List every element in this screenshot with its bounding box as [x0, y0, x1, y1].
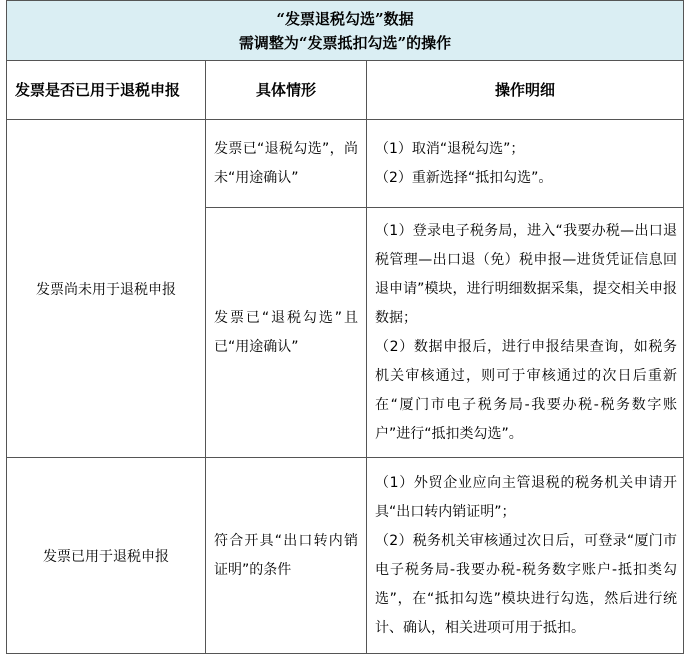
table-row — [7, 458, 684, 654]
refund-selection-table — [6, 0, 684, 654]
header-used-for-refund: 发票是否已用于退税申报 — [7, 61, 206, 120]
detail-step: （1）外贸企业应向主管退税的税务机关申请开具“出口转内销证明”； — [375, 474, 678, 520]
case-cell: 发票已“退税勾选”，尚未“用途确认” — [206, 120, 367, 208]
detail-cell — [367, 458, 684, 654]
case-cell: 发票已“退税勾选”且已“用途确认” — [206, 208, 367, 458]
group-label-not-declared: 发票尚未用于退税申报 — [7, 120, 206, 458]
detail-cell — [367, 208, 684, 458]
detail-step: （2）数据申报后，进行申报结果查询，如税务机关审核通过，则可于审核通过的次日后重新在“厦门市电子税务局-我要办税-税务数字账户”进行“抵扣类勾选”。 — [375, 338, 678, 442]
title-line-1: “发票退税勾选”数据 — [276, 9, 414, 28]
table-row — [7, 120, 684, 208]
title-line-2: 需调整为“发票抵扣勾选”的操作 — [238, 33, 452, 52]
table-header-row — [7, 61, 684, 120]
table-title-row — [7, 1, 684, 61]
detail-cell — [367, 120, 684, 208]
detail-step: （2）税务机关审核通过次日后，可登录“厦门市电子税务局-我要办税-税务数字账户-抵扣类勾选”，在“抵扣勾选”模块进行勾选，然后进行统计、确认，相关进项可用于抵扣。 — [375, 532, 678, 636]
detail-step: （1）登录电子税务局，进入“我要办税—出口退税管理—出口退（免）税申报—进货凭证信息回退申请”模块，进行明细数据采集，提交相关申报数据； — [375, 222, 678, 326]
detail-step: （1）取消“退税勾选”； — [375, 140, 525, 157]
group-label-declared: 发票已用于退税申报 — [7, 458, 206, 654]
detail-step: （2）重新选择“抵扣勾选”。 — [375, 169, 553, 186]
table-title — [7, 1, 684, 61]
header-situation: 具体情形 — [206, 61, 367, 120]
case-cell: 符合开具“出口转内销证明”的条件 — [206, 458, 367, 654]
header-operation-details: 操作明细 — [367, 61, 684, 120]
